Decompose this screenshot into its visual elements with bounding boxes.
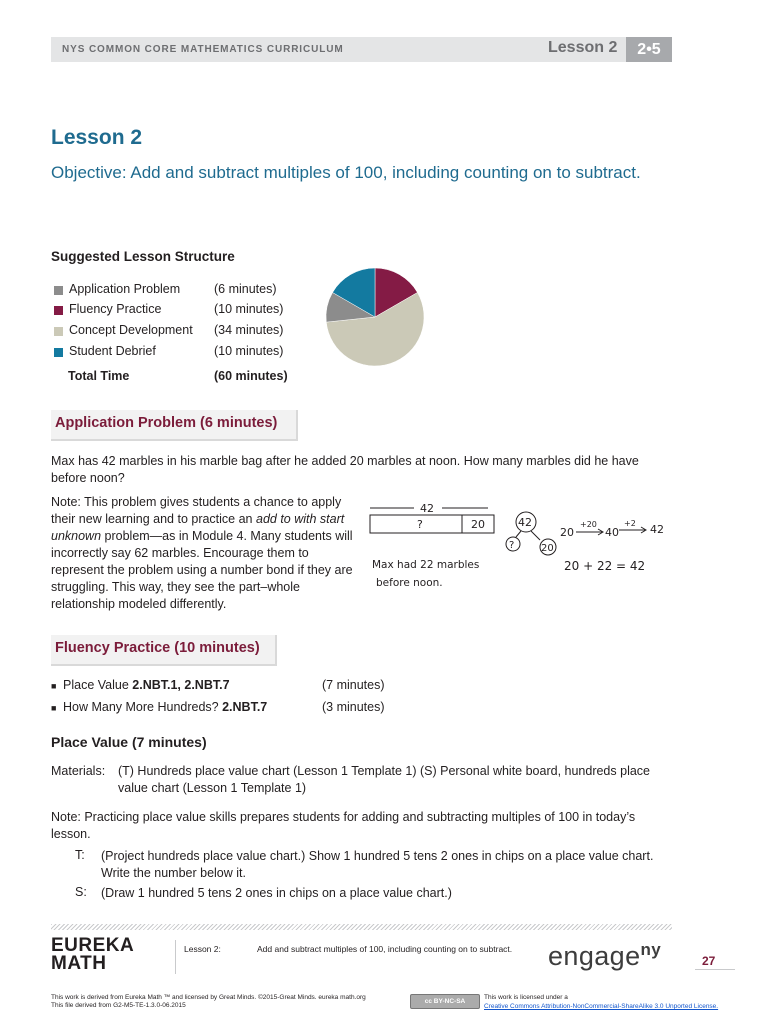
fluency-item: [51, 678, 411, 698]
structure-label: Student Debrief: [69, 344, 156, 358]
sketch-answer-line2: before noon.: [376, 577, 443, 589]
legend-swatch: [54, 348, 63, 357]
fluency-item-standard: 2.NBT.7: [222, 700, 268, 714]
bullet-icon: ■: [51, 681, 57, 691]
tape-total-label: 42: [420, 502, 434, 515]
license-link[interactable]: Creative Commons Attribution-NonCommercial-ShareAlike 3.0 Unported License.: [484, 1003, 719, 1010]
bond-line: [531, 531, 540, 540]
fluency-item-label: How Many More Hundreds?: [63, 700, 223, 714]
place-value-title: Place Value (7 minutes): [51, 734, 207, 750]
student-work-sketch: [362, 496, 674, 594]
structure-row: [54, 302, 314, 322]
sketch-equation: 20 + 22 = 42: [564, 559, 646, 573]
lesson-objective: Objective: Add and subtract multiples of 100, including counting on to subtract.: [51, 163, 641, 182]
note-italic: add to with start unknown: [51, 512, 345, 543]
eureka-math-logo: [51, 937, 134, 973]
structure-minutes: (10 minutes): [214, 344, 284, 358]
footer-divider-pattern: [51, 924, 672, 930]
application-note: [51, 494, 353, 613]
footer-lesson-objective: Add and subtract multiples of 100, including counting on to subtract.: [257, 944, 513, 954]
structure-row: [54, 344, 314, 364]
legend-swatch: [54, 327, 63, 336]
structure-title: Suggested Lesson Structure: [51, 249, 235, 264]
lesson-title: Lesson 2: [51, 126, 143, 149]
structure-minutes: (34 minutes): [214, 323, 284, 337]
footer-lesson-label: Lesson 2:: [184, 944, 221, 954]
license-line: This work is licensed under a: [484, 994, 568, 1001]
count-end: 42: [650, 523, 664, 536]
license-left: [51, 994, 366, 1010]
cc-license-badge[interactable]: cc BY-NC-SA: [410, 994, 480, 1009]
note-text: Note: This problem gives students a chance to apply their new learning and to practice an: [51, 495, 342, 526]
total-time-row: [68, 369, 308, 383]
dialog-text: (Project hundreds place value chart.) Show 1 hundred 5 tens 2 ones in chips on a place value chart. Write the number below it.: [101, 849, 654, 880]
materials-text: (T) Hundreds place value chart (Lesson 1 Template 1) (S) Personal white board, hundreds place value chart (Lesson 1 Template 1): [118, 764, 650, 795]
application-heading: Application Problem (6 minutes): [55, 415, 278, 431]
fluency-heading-box: [51, 635, 277, 666]
page-number: 27: [702, 954, 716, 968]
page-number-rule: [695, 969, 735, 970]
fluency-item-text: [63, 678, 230, 692]
tape-unknown: ?: [417, 518, 423, 531]
engageny-logo: [548, 940, 661, 972]
structure-label: Application Problem: [69, 282, 181, 296]
engage-sup: ny: [640, 940, 662, 959]
total-time-label: Total Time: [68, 369, 130, 383]
tape-part: 20: [471, 518, 485, 531]
license-line: This file derived from G2-M5-TE-1.3.0-06.2015: [51, 1002, 186, 1009]
structure-row: [54, 323, 314, 343]
logo-line: MATH: [51, 953, 107, 974]
application-heading-box: [51, 410, 298, 441]
curriculum-label: NYS COMMON CORE MATHEMATICS CURRICULUM: [62, 44, 344, 55]
structure-row: [54, 282, 314, 302]
legend-swatch: [54, 306, 63, 315]
header-grade-module: 2•5: [626, 37, 672, 62]
license-right: [484, 993, 718, 1011]
application-problem: Max has 42 marbles in his marble bag after he added 20 marbles at noon. How many marbles did he have before noon?: [51, 454, 639, 485]
fluency-item-label: Place Value: [63, 678, 133, 692]
materials-label: Materials:: [51, 764, 106, 778]
fluency-item-minutes: (3 minutes): [322, 700, 385, 714]
bond-unknown: ?: [509, 540, 515, 551]
license-line: This work is derived from Eureka Math ™ and licensed by Great Minds. ©2015-Great Minds. eureka math.org: [51, 994, 366, 1001]
engage-text: engage: [548, 941, 641, 971]
bond-part: 20: [541, 543, 554, 554]
count-mid: 40: [605, 526, 619, 539]
fluency-item-minutes: (7 minutes): [322, 678, 385, 692]
dialog-speaker: S:: [75, 885, 87, 899]
footer-vertical-divider: [175, 940, 176, 974]
structure-minutes: (6 minutes): [214, 282, 277, 296]
fluency-item-text: [63, 700, 267, 714]
bond-whole: 42: [518, 516, 532, 529]
note-text: problem—as in Module 4. Many students will incorrectly say 62 marbles. Encourage them to represent the problem using a number bond if they are struggling. This way, they see the part–whole relationship modeled differently.: [51, 529, 353, 611]
bond-line: [516, 531, 521, 537]
dialog-speaker: T:: [75, 848, 85, 862]
legend-swatch: [54, 286, 63, 295]
structure-label: Concept Development: [69, 323, 193, 337]
jump-label: +2: [624, 519, 636, 528]
count-start: 20: [560, 526, 574, 539]
place-value-note: Note: Practicing place value skills prepares students for adding and subtracting multiples of 100 in today’s lesson.: [51, 810, 636, 841]
fluency-item: [51, 700, 411, 720]
fluency-item-standard: 2.NBT.1, 2.NBT.7: [132, 678, 230, 692]
logo-line: EUREKA: [51, 935, 135, 956]
total-time-minutes: (60 minutes): [214, 369, 288, 383]
sketch-answer-line1: Max had 22 marbles: [372, 559, 480, 571]
lesson-structure-pie-chart: [324, 266, 426, 368]
structure-minutes: (10 minutes): [214, 302, 284, 316]
header-lesson: Lesson 2: [548, 39, 618, 56]
structure-label: Fluency Practice: [69, 302, 162, 316]
dialog-text: (Draw 1 hundred 5 tens 2 ones in chips on a place value chart.): [101, 886, 452, 900]
jump-label: +20: [580, 520, 597, 529]
bullet-icon: ■: [51, 703, 57, 713]
fluency-heading: Fluency Practice (10 minutes): [55, 640, 260, 656]
